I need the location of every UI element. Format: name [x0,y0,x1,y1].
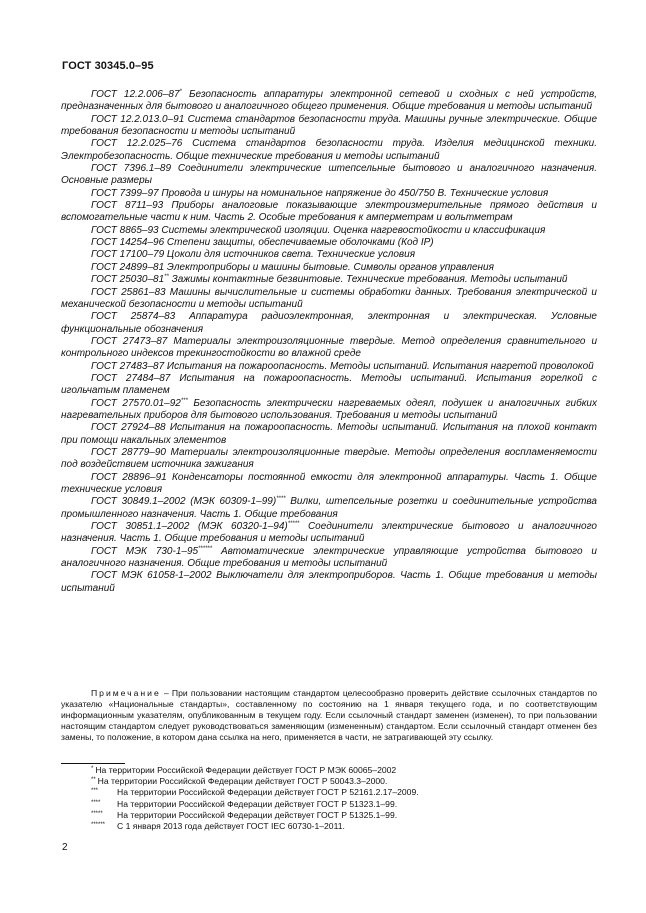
footnote-mark: ** [164,274,169,281]
reference-item [61,262,597,274]
reference-text: ГОСТ 7399–97 Провода и шнуры на номинальное напряжение до 450/750 В. Технические условия [91,187,549,199]
reference-text: ГОСТ 12.2.025–76 Система стандартов безопасности труда. Изделия медицинской техники. Электробезопасность. Общие технические требования и методы испытаний [61,138,597,162]
reference-title: Автоматические электрические управляющие устройства бытового и аналогичного назначения. Общие требования и методы испытаний [61,545,597,570]
reference-item [61,163,597,188]
reference-title: Безопасность электрически нагреваемых одеял, подушек и аналогичных гибких нагревательных приборов для бытового использования. Требования и методы испытаний [61,397,597,421]
footnote-text: С 1 января 2013 года действует ГОСТ IEC 60730-1–2011. [117,821,345,832]
reference-text: ГОСТ 8865–93 Системы электрической изоляции. Оценка нагревостойкости и классификация [91,224,546,236]
reference-item [61,422,597,447]
footnote-text: На территории Российской Федерации действует ГОСТ Р МЭК 60065–2002 [95,765,397,775]
reference-title: Соединители электрические бытового и аналогичного назначения. Часть 1. Общие требования и методы испытаний [61,521,597,545]
reference-text: ГОСТ 27924–88 Испытания на пожароопасность. Методы испытаний. Испытания на плохой контакт при помощи накальных элементов [61,422,597,446]
normative-references [61,89,597,595]
reference-item [61,225,597,237]
reference-text: ГОСТ 27570.01–92 [91,397,181,409]
footnote-item: * На территории Российской Федерации действует ГОСТ Р МЭК 60065–2002 [91,765,397,775]
reference-item [61,570,597,595]
reference-item [61,472,597,497]
footnote-item: ****** С 1 января 2013 года действует ГОСТ IEC 60730-1–2011. [91,821,345,832]
reference-text: ГОСТ 28779–90 Материалы электроизоляционные твердые. Методы определения воспламеняемости под воздействием источника зажигания [61,446,597,471]
reference-text: ГОСТ 27483–87 Испытания на пожароопасность. Методы испытаний. Испытания нагретой проволокой [91,360,594,372]
reference-item [61,398,597,423]
footnote-item: **** На территории Российской Федерации действует ГОСТ Р 51323.1–99. [91,798,398,809]
reference-item [61,188,597,200]
reference-text: ГОСТ 17100–79 Цоколи для источников света. Технические условия [91,249,416,261]
reference-text: ГОСТ 12.2.006–87 [91,89,180,100]
note-label: Примечание [91,688,161,698]
reference-text: ГОСТ 27484–87 Испытания на пожароопасность. Методы испытаний. Испытания горелкой с игольчатым пламенем [61,372,597,397]
note-paragraph [61,688,597,743]
reference-item [61,521,597,546]
footnote-text: На территории Российской Федерации действует ГОСТ Р 50043.3–2000. [97,776,388,787]
reference-item [61,546,597,571]
reference-item [61,249,597,261]
footnotes [91,765,591,832]
reference-item [61,200,597,225]
reference-text: ГОСТ 30851.1–2002 (МЭК 60320-1–94) [91,521,288,533]
reference-item [61,496,597,521]
reference-text: ГОСТ 12.2.013.0–91 Система стандартов безопасности труда. Машины ручные электрические. Общие требования безопасности и методы испытаний [61,113,597,138]
reference-item [61,447,597,472]
footnote-mark: **** [276,496,286,503]
note-text: – При пользовании настоящим стандартом целесообразно проверить действие ссылочных стандартов по указателю «Национальные стандарты», составленному по состоянию на 1 января текущего года, и по соответствующим информационным указателям, опубликованным в текущем году. Если ссылочный стандарт заменен (изменен), то при пользовании настоящим стандартом следует руководствоваться заменяющим (измененным) стандартом. Если ссылочный стандарт отменен без замены, то положение, в котором дана ссылка на него, применяется в части, не затрагивающей эту ссылку. [61,688,597,742]
footnote-mark: ***** [287,521,300,528]
document-header: ГОСТ 30345.0–95 [62,60,154,72]
reference-text: ГОСТ 25861–83 Машины вычислительные и системы обработки данных. Требования электрической и механической безопасности и методы испытаний [61,286,597,310]
reference-item [61,336,597,361]
footnote-item: ** На территории Российской Федерации действует ГОСТ Р 50043.3–2000. [91,776,388,787]
reference-item [61,114,597,139]
reference-item [61,237,597,249]
reference-text: ГОСТ 7396.1–89 Соединители электрические штепсельные бытового и аналогичного назначения. Основные размеры [61,163,597,187]
reference-title: Безопасность аппаратуры электронной сетевой и сходных с ней устройств, предназначенных для бытового и аналогичного общего применения. Общие требования и методы испытаний [61,89,597,113]
reference-text: ГОСТ 24899–81 Электроприборы и машины бытовые. Символы органов управления [91,261,494,273]
reference-item [61,361,597,373]
footnote-text: На территории Российской Федерации действует ГОСТ Р 51323.1–99. [117,798,398,809]
reference-text: ГОСТ 30849.1–2002 (МЭК 60309-1–99) [91,496,277,508]
reference-text: ГОСТ 28896–91 Конденсаторы постоянной емкости для электронной аппаратуры. Часть 1. Общие технические условия [61,471,597,495]
reference-text: ГОСТ МЭК 61058-1–2002 Выключатели для электроприборов. Часть 1. Общие требования и методы испытаний [61,570,597,594]
reference-text: ГОСТ 25030–81 [91,274,165,286]
reference-text: ГОСТ 8711–93 Приборы аналоговые показывающие электроизмерительные прямого действия и вспомогательные части к ним. Часть 2. Особые требования к амперметрам и вольтметрам [61,200,597,224]
page-number: 2 [62,842,68,853]
footnote-separator [61,763,125,764]
reference-item [61,138,597,163]
footnote-mark: * [179,89,182,95]
footnote-item: ***** На территории Российской Федерации действует ГОСТ Р 51325.1–99. [91,809,398,820]
reference-text: ГОСТ 14254–96 Степени защиты, обеспечиваемые оболочками (Код IP) [91,237,434,249]
footnote-mark: *** [180,397,188,404]
reference-title: Зажимы контактные безвинтовые. Технические требования. Методы испытаний [168,274,568,286]
reference-text: ГОСТ МЭК 730-1–95 [91,545,199,557]
reference-item [61,373,597,398]
reference-item [61,287,597,312]
footnote-item: *** На территории Российской Федерации действует ГОСТ Р 52161.2.17–2009. [91,787,419,798]
footnote-text: На территории Российской Федерации действует ГОСТ Р 52161.2.17–2009. [117,787,419,798]
reference-item [61,311,597,336]
reference-text: ГОСТ 25874–83 Аппаратура радиоэлектронная, электронная и электрическая. Условные функциональные обозначения [61,311,597,335]
footnote-mark: ****** [198,545,213,552]
reference-title: Вилки, штепсельные розетки и соединительные устройства промышленного назначения. Часть 1. Общие требования [61,496,597,520]
reference-item [61,89,597,114]
reference-item [61,274,597,286]
reference-text: ГОСТ 27473–87 Материалы электроизоляционные твердые. Метод определения сравнительного и контрольного индексов трекингостойкости во влажной среде [61,335,597,360]
footnote-text: На территории Российской Федерации действует ГОСТ Р 51325.1–99. [117,809,398,820]
